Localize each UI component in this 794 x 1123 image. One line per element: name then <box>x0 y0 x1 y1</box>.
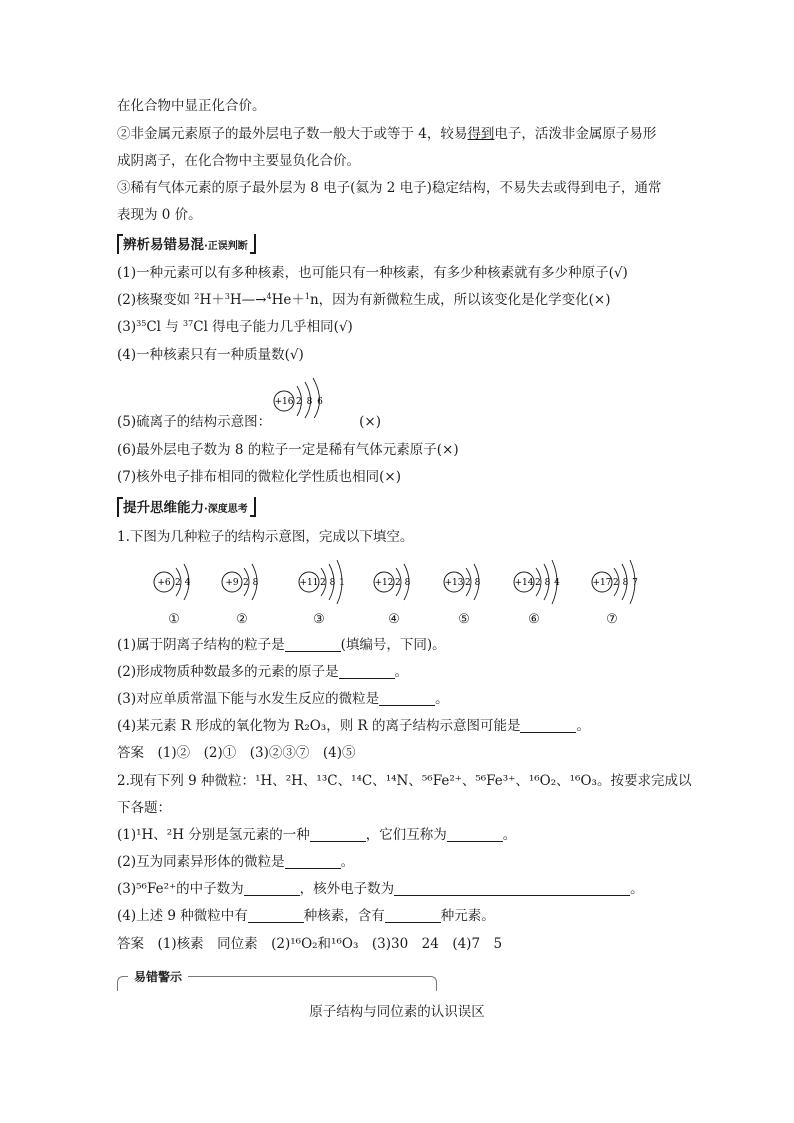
text: 。 <box>502 827 517 843</box>
electron-shells: 2 8 6 <box>296 397 324 407</box>
section-title: 辨析易错易混 <box>123 237 204 253</box>
q1-part-3 <box>117 690 449 708</box>
text: (2)互为同素异形体的微粒是 <box>117 854 285 870</box>
text: 。 <box>435 691 449 707</box>
text: (填编号，下同)。 <box>340 637 446 653</box>
answer-blank[interactable] <box>447 827 503 842</box>
q2-part-3 <box>117 880 644 898</box>
judge-item-5 <box>117 413 381 431</box>
intro-line-3: 成阴离子，在化合物中主要显负化合价。 <box>117 153 360 169</box>
answer-blank[interactable] <box>520 718 576 733</box>
judge-item-2 <box>117 291 610 309</box>
particle-structure-diagram <box>295 560 365 604</box>
text: (2)形成物质种数最多的元素的原子是 <box>117 664 339 680</box>
bracket-left <box>117 234 123 254</box>
mass-number: 1 <box>304 292 310 301</box>
warning-label: 易错警示 <box>128 968 188 985</box>
text: Cl 与 <box>146 319 184 335</box>
section-header-1 <box>117 234 248 254</box>
section-subtitle: ·深度思考 <box>204 504 248 515</box>
particle-structure-diagram <box>218 560 288 604</box>
text: He＋ <box>271 292 305 308</box>
text: H＋ <box>199 292 225 308</box>
text: (5)硫离子的结构示意图： <box>117 414 272 430</box>
text: (3)对应单质常温下能与水发生反应的微粒是 <box>117 691 380 707</box>
answer-blank[interactable] <box>339 664 395 679</box>
text: 。 <box>576 718 590 734</box>
text: Cl 得电子能力几乎相同(√) <box>193 319 353 335</box>
judge-item-6: (6)最外层电子数为 8 的粒子一定是稀有气体元素原子(×) <box>117 442 459 458</box>
mass-number: 2 <box>194 292 200 301</box>
text: n，因为有新微粒生成，所以该变化是化学变化(×) <box>309 292 611 308</box>
text: (2)核聚变如 <box>117 292 195 308</box>
question-1-stem: 1.下图为几种粒子的结构示意图，完成以下填空。 <box>117 529 414 545</box>
text: 2.现有下列 9 种微粒： <box>117 773 256 789</box>
text: ②非金属元素原子的最外层电子数一般大于或等于 4，较易 <box>117 126 468 142</box>
electron-shells: 2 8 7 <box>613 578 639 588</box>
text: 种元素。 <box>440 908 495 924</box>
question-2-stem-cont: 下各题： <box>117 800 171 816</box>
intro-line-5: 表现为 0 价。 <box>117 207 202 223</box>
particle-label: ① <box>168 612 180 627</box>
text: (4)上述 9 种微粒中有 <box>117 908 248 924</box>
q2-answer: 答案 (1)核素 同位素 (2)¹⁶O₂和¹⁶O₃ (3)30 24 (4)7 5 <box>117 936 503 952</box>
particle-label: ⑦ <box>606 612 618 627</box>
nucleus-charge: +6 <box>157 578 171 588</box>
answer-blank[interactable] <box>285 854 341 869</box>
answer-blank[interactable] <box>385 908 441 923</box>
question-2-stem <box>117 772 691 790</box>
bracket-left <box>117 497 123 517</box>
answer-blank[interactable] <box>394 881 630 896</box>
text: 。 <box>394 664 409 680</box>
particle-label: ⑤ <box>458 612 470 627</box>
text: 种核素，含有 <box>303 908 385 924</box>
answer-blank[interactable] <box>244 881 300 896</box>
q2-part-1 <box>117 826 516 844</box>
mass-number: 3 <box>224 292 230 301</box>
intro-line-2 <box>117 125 656 143</box>
mass-number: 37 <box>183 319 194 328</box>
judgment-mark: (×) <box>359 414 381 430</box>
text: 电子，活泼非金属原子易形 <box>494 126 657 142</box>
nucleus-charge: +14 <box>514 578 534 588</box>
particle-structure-diagram <box>588 560 658 604</box>
answer-blank[interactable] <box>285 637 341 652</box>
particle-structure-diagram <box>370 560 440 604</box>
text: ，它们互称为 <box>365 827 447 843</box>
text: (1)¹H、²H 分别是氢元素的一种 <box>117 827 310 843</box>
electron-shells: 2 8 4 <box>535 578 561 588</box>
section-title: 提升思维能力 <box>123 500 204 516</box>
judge-item-3 <box>117 318 353 336</box>
text: (3) <box>117 319 137 335</box>
judge-item-4: (4)一种核素只有一种质量数(√) <box>117 347 304 363</box>
nucleus-charge: +13 <box>444 578 464 588</box>
mass-number: 35 <box>136 319 147 328</box>
answer-blank[interactable] <box>379 691 435 706</box>
judge-item-1: (1)一种元素可以有多种核素，也可能只有一种核素，有多少种核素就有多少种原子(√) <box>117 265 628 281</box>
text: 。 <box>340 854 355 870</box>
nucleus-charge: +17 <box>592 578 612 588</box>
section-subtitle: ·正误判断 <box>204 241 248 252</box>
particle-structure-diagram <box>510 560 580 604</box>
q1-part-1 <box>117 636 446 654</box>
q2-part-4 <box>117 907 495 925</box>
text: ，核外电子数为 <box>299 881 395 897</box>
text: ¹H、²H、¹³C、¹⁴C、¹⁴N、⁵⁶Fe²⁺、⁵⁶Fe³⁺、¹⁶O₂、¹⁶O₃。按要求完成以 <box>255 773 692 789</box>
warning-title: 原子结构与同位素的认识误区 <box>309 1004 485 1020</box>
particle-label: ④ <box>388 612 400 627</box>
particle-structure-diagram <box>150 560 220 604</box>
bracket-right <box>250 234 256 254</box>
sulfur-ion-structure-diagram <box>270 372 330 418</box>
particle-label: ⑥ <box>528 612 540 627</box>
nucleus-charge: +9 <box>225 578 239 588</box>
electron-shells: 2 4 <box>175 578 191 588</box>
electron-shells: 2 8 <box>465 578 481 588</box>
electron-shells: 2 8 <box>243 578 259 588</box>
q1-answer: 答案 (1)② (2)① (3)②③⑦ (4)⑤ <box>117 745 356 761</box>
nucleus-charge: +11 <box>299 578 319 588</box>
q1-part-2 <box>117 663 408 681</box>
nucleus-charge: +16 <box>274 397 294 407</box>
bracket-right <box>250 497 256 517</box>
particle-label: ③ <box>313 612 325 627</box>
judge-item-7: (7)核外电子排布相同的微粒化学性质也相同(×) <box>117 469 401 485</box>
mass-number: 4 <box>266 292 272 301</box>
text: (4)某元素 R 形成的氧化物为 R₂O₃，则 R 的离子结构示意图可能是 <box>117 718 521 734</box>
electron-shells: 2 8 1 <box>320 578 346 588</box>
intro-line-1: 在化合物中显正化合价。 <box>117 98 266 114</box>
underlined-text: 得到 <box>467 126 495 142</box>
text: (3)⁵⁶Fe²⁺的中子数为 <box>117 881 244 897</box>
text: H—→ <box>229 292 267 308</box>
intro-line-4: ③稀有气体元素的原子最外层为 8 电子(氦为 2 电子)稳定结构，不易失去或得到电子，通常 <box>117 180 662 196</box>
answer-blank[interactable] <box>248 908 304 923</box>
nucleus-charge: +12 <box>374 578 394 588</box>
text: 。 <box>630 881 644 897</box>
particle-label: ② <box>236 612 248 627</box>
section-header-2 <box>117 497 248 517</box>
q2-part-2 <box>117 853 354 871</box>
answer-blank[interactable] <box>310 827 366 842</box>
q1-part-4 <box>117 717 590 735</box>
text: (1)属于阴离子结构的粒子是 <box>117 637 285 653</box>
electron-shells: 2 8 <box>395 578 411 588</box>
particle-structure-diagram <box>440 560 510 604</box>
